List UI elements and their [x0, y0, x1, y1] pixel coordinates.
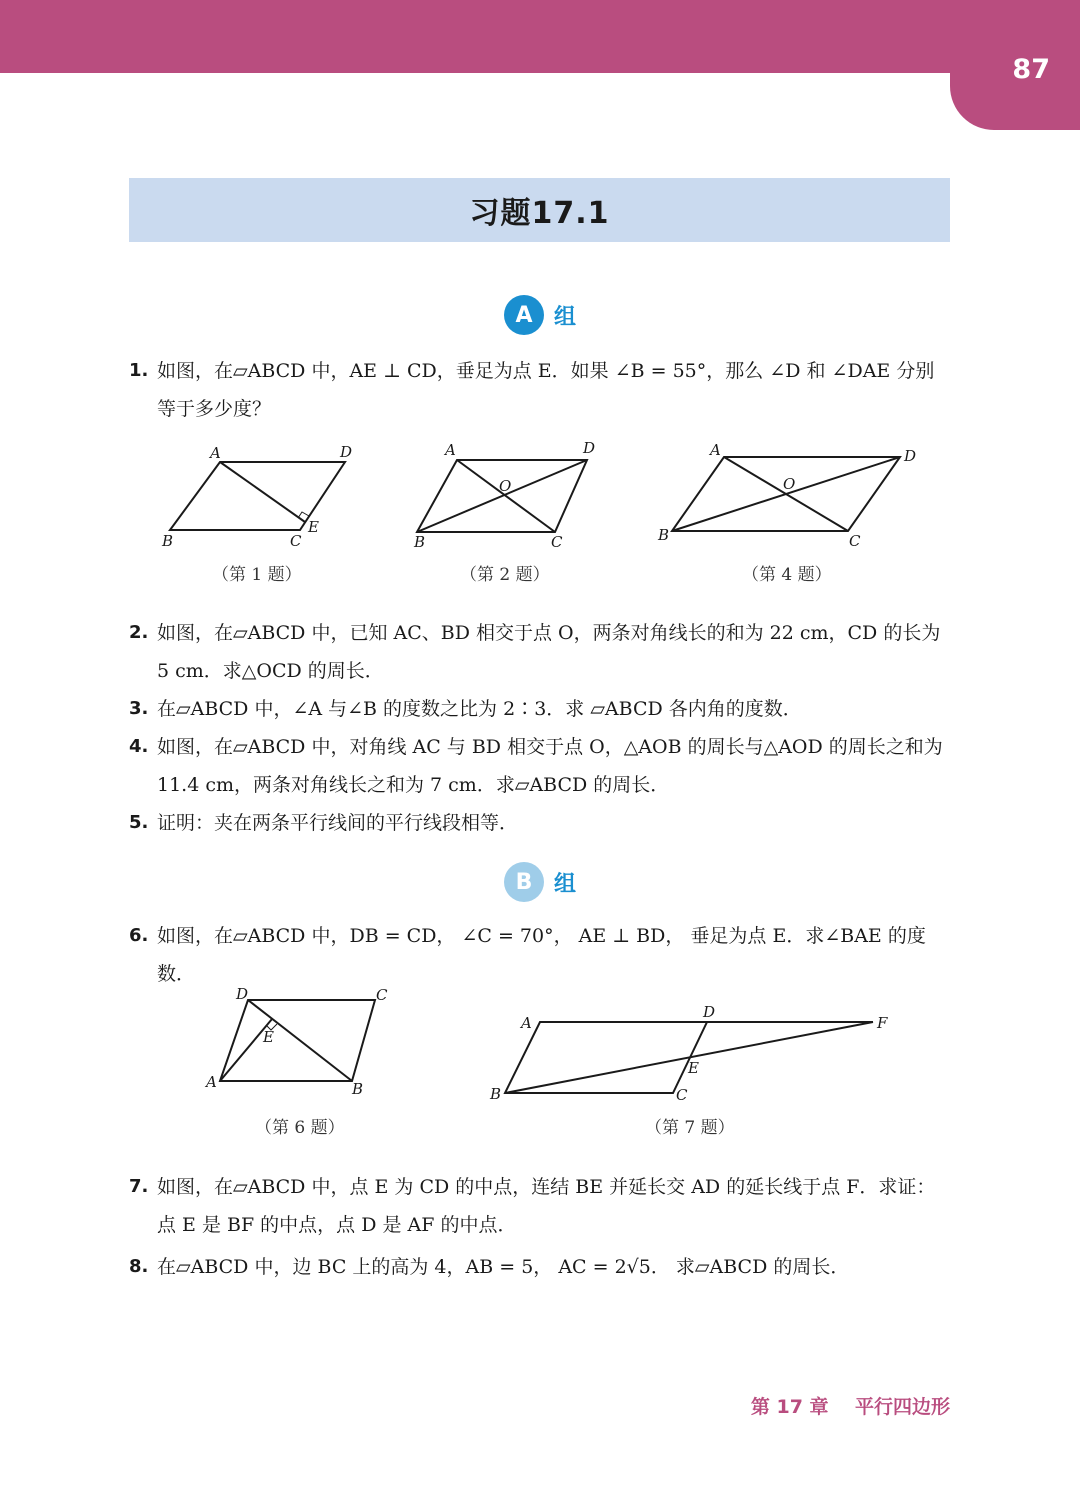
problem-text: 如图，在▱ABCD 中，对角线 AC 与 BD 相交于点 O，△AOB 的周长与△AOD 的周长之和为 11.4 cm，两条对角线长之和为 7 cm．求▱ABCD 的周长． — [157, 736, 943, 796]
problem-number: 6. — [129, 925, 149, 946]
problem-text: 在▱ABCD 中，∠A 与∠B 的度数之比为 2∶3．求 ▱ABCD 各内角的度数． — [157, 698, 802, 720]
point-label-d: D — [703, 1003, 716, 1021]
problem-1 — [129, 352, 951, 428]
group-b-badge: B — [504, 862, 544, 902]
problem-8 — [129, 1248, 951, 1286]
figure-problem-4 — [650, 437, 930, 556]
problem-text: 如图，在▱ABCD 中，AE ⊥ CD，垂足为点 E．如果 ∠B = 55°，那么 ∠D 和 ∠DAE 分别等于多少度？ — [157, 360, 935, 420]
problem-text: 在▱ABCD 中，边 BC 上的高为 4，AB = 5， AC = 2√5． 求▱ABCD 的周长． — [157, 1256, 850, 1278]
problem-number: 7. — [129, 1176, 149, 1197]
point-label-o: O — [499, 477, 512, 495]
point-label-d: D — [583, 439, 596, 457]
point-label-c: C — [290, 532, 302, 550]
problem-4 — [129, 728, 951, 804]
problem-number: 4. — [129, 736, 149, 757]
section-title-banner — [129, 178, 950, 242]
problem-5 — [129, 804, 951, 842]
caption-figure-2: （第 2 题） — [460, 565, 550, 585]
problem-text: 证明：夹在两条平行线间的平行线段相等． — [157, 812, 519, 834]
point-label-f: F — [877, 1014, 888, 1032]
point-label-a: A — [445, 441, 456, 459]
figure-problem-7 — [485, 1000, 895, 1114]
chapter-footer: 第 17 章 平行四边形 — [750, 1396, 950, 1418]
section-title: 习题17.1 — [469, 196, 610, 231]
caption-figure-7: （第 7 题） — [645, 1118, 735, 1138]
group-a-label: 组 — [553, 304, 576, 330]
page-number: 87 — [1012, 54, 1050, 85]
point-label-a: A — [710, 441, 721, 459]
problem-text: 如图，在▱ABCD 中，DB = CD， ∠C = 70°， AE ⊥ BD， 垂足为点 E．求∠BAE 的度数． — [157, 925, 926, 985]
figure-problem-1 — [150, 440, 370, 559]
figure-problem-6 — [200, 980, 400, 1109]
problem-text: 如图，在▱ABCD 中，已知 AC、BD 相交于点 O，两条对角线长的和为 22 cm，CD 的长为 5 cm．求△OCD 的周长． — [157, 622, 941, 682]
point-label-o: O — [783, 475, 796, 493]
point-label-a: A — [210, 444, 221, 462]
point-label-b: B — [658, 526, 670, 544]
point-label-b: B — [414, 533, 426, 551]
problem-number: 5. — [129, 812, 149, 833]
problem-3 — [129, 690, 951, 728]
group-a-badge: A — [504, 295, 544, 335]
group-b-label: 组 — [553, 871, 576, 897]
point-label-c: C — [376, 986, 388, 1004]
group-a-heading — [0, 295, 1080, 335]
group-b-heading — [0, 862, 1080, 902]
point-label-e: E — [688, 1059, 699, 1077]
point-label-a: A — [206, 1073, 217, 1091]
problem-number: 8. — [129, 1256, 149, 1277]
point-label-c: C — [849, 532, 861, 550]
problem-number: 3. — [129, 698, 149, 719]
point-label-e: E — [308, 518, 319, 536]
header-bar — [0, 0, 1080, 73]
point-label-d: D — [904, 447, 917, 465]
problem-text: 如图，在▱ABCD 中，点 E 为 CD 的中点，连结 BE 并延长交 AD 的延长线于点 F．求证：点 E 是 BF 的中点，点 D 是 AF 的中点． — [157, 1176, 936, 1236]
point-label-b: B — [162, 532, 174, 550]
point-label-e: E — [263, 1028, 274, 1046]
caption-figure-6: （第 6 题） — [255, 1118, 345, 1138]
caption-figure-1: （第 1 题） — [212, 565, 302, 585]
point-label-a: A — [521, 1014, 532, 1032]
point-label-d: D — [340, 443, 353, 461]
figure-problem-2 — [400, 435, 610, 559]
point-label-b: B — [352, 1080, 364, 1098]
problem-number: 2. — [129, 622, 149, 643]
problem-7 — [129, 1168, 951, 1244]
point-label-d: D — [236, 985, 249, 1003]
problem-number: 1. — [129, 360, 149, 381]
point-label-b: B — [490, 1085, 502, 1103]
caption-figure-4: （第 4 题） — [742, 565, 832, 585]
point-label-c: C — [676, 1086, 688, 1104]
point-label-c: C — [551, 533, 563, 551]
problem-2 — [129, 614, 951, 690]
